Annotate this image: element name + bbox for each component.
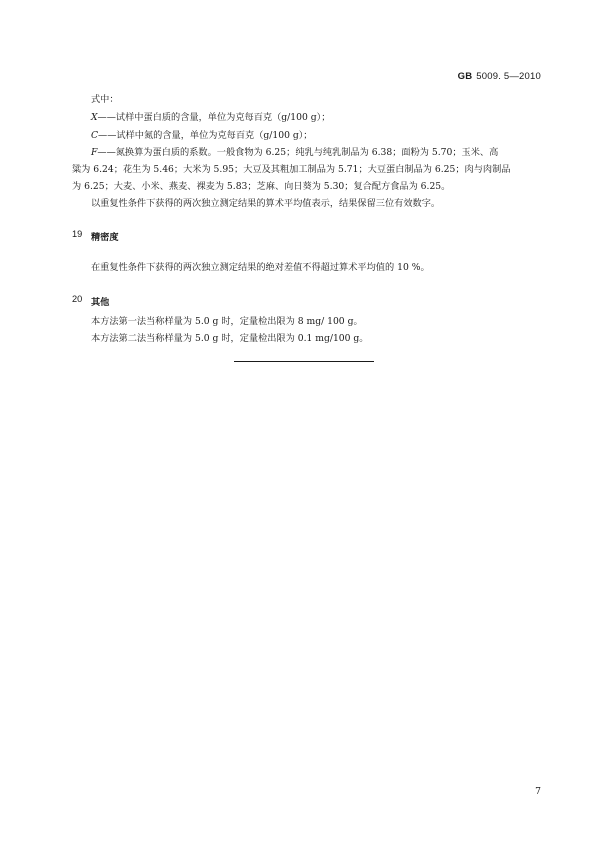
variable-f-description-line-2: 粱为 6.24；花生为 5.46；大米为 5.95；大豆及其粗加工制品为 5.71；大豆蛋白制品为 6.25；肉与肉制品	[72, 164, 511, 175]
legend-item-c	[91, 130, 313, 142]
section-19-title: 精密度	[91, 232, 119, 243]
legend-item-x	[91, 112, 330, 124]
section-19-number: 19	[72, 229, 83, 239]
variable-c: C	[91, 130, 99, 141]
document-header	[458, 71, 541, 82]
section-20-line-1: 本方法第一法当称样量为 5.0 g 时，定量检出限为 8 mg/ 100 g。	[91, 316, 363, 327]
section-20-line-2: 本方法第二法当称样量为 5.0 g 时，定量检出限为 0.1 mg/100 g。	[91, 333, 369, 344]
page-number: 7	[535, 786, 541, 797]
variable-x-description: ——试样中蛋白质的含量，单位为克每百克（g/100 g）；	[97, 112, 331, 123]
section-20-title: 其他	[91, 297, 110, 308]
variable-f-description-line-3: 为 6.25；大麦、小米、燕麦、裸麦为 5.83；芝麻、向日葵为 5.30；复合配方食品为 6.25。	[72, 181, 451, 192]
formula-legend-intro: 式中：	[91, 94, 119, 105]
variable-f-description-line-1: ——氮换算为蛋白质的系数。一般食物为 6.25；纯乳与纯乳制品为 6.38；面粉为 5.70；玉米、高	[97, 147, 499, 158]
section-20-number: 20	[72, 294, 83, 304]
variable-c-description: ——试样中氮的含量，单位为克每百克（g/100 g）；	[98, 130, 313, 141]
end-of-document-rule	[234, 361, 374, 362]
variable-x: X	[91, 112, 98, 123]
legend-item-f	[91, 147, 498, 159]
variable-f: F	[91, 147, 98, 158]
result-expression-note: 以重复性条件下获得的两次独立测定结果的算术平均值表示，结果保留三位有效数字。	[91, 198, 441, 209]
section-19-body: 在重复性条件下获得的两次独立测定结果的绝对差值不得超过算术平均值的 10 %。	[91, 262, 430, 273]
standard-prefix: GB	[457, 71, 473, 82]
standard-number: 5009. 5—2010	[476, 71, 541, 82]
